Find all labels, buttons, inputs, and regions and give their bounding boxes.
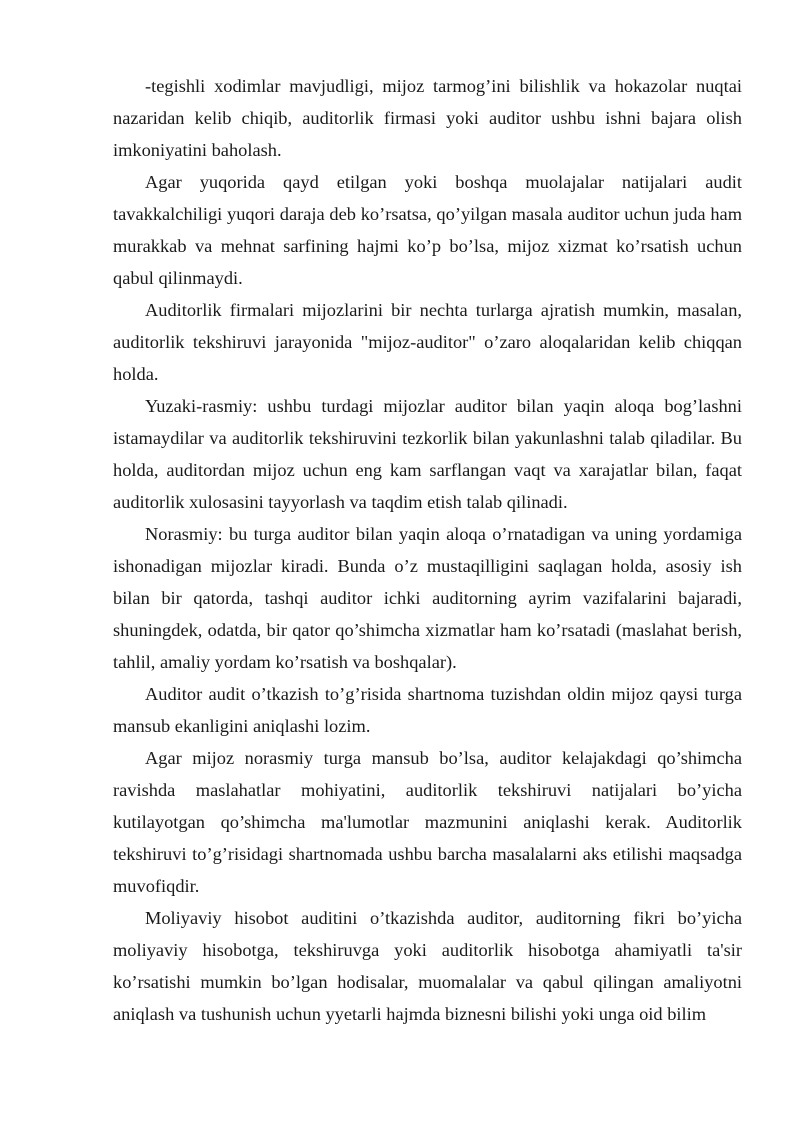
paragraph-5: Norasmiy: bu turga auditor bilan yaqin aloqa o’rnatadigan va uning yordamiga ishonadigan mijozlar kiradi. Bunda o’z mustaqilligini saqlagan holda, asosiy ish bilan bir qatorda, tashqi auditor ichki auditorning ayrim vazifalarini bajaradi, shuningdek, odatda, bir qator qo’shimcha xizmatlar ham ko’rsatadi (maslahat berish, tahlil, amaliy yordam ko’rsatish va boshqalar). <box>113 524 742 672</box>
paragraph-2: Agar yuqorida qayd etilgan yoki boshqa muolajalar natijalari audit tavakkalchiligi yuqori daraja deb ko’rsatsa, qo’yilgan masala auditor uchun juda ham murakkab va mehnat sarfining hajmi ko’p bo’lsa, mijoz xizmat ko’rsatish uchun qabul qilinmaydi. <box>113 172 742 288</box>
document-page <box>113 70 742 1030</box>
paragraph-3: Auditorlik firmalari mijozlarini bir nechta turlarga ajratish mumkin, masalan, auditorlik tekshiruvi jarayonida "mijoz-auditor" o’zaro aloqalaridan kelib chiqqan holda. <box>113 300 742 384</box>
paragraph-8: Moliyaviy hisobot auditini o’tkazishda auditor, auditorning fikri bo’yicha moliyaviy hisobotga, tekshiruvga yoki auditorlik hisobotga ahamiyatli ta'sir ko’rsatishi mumkin bo’lgan hodisalar, muomalalar va qabul qilingan amaliyotni aniqlash va tushunish uchun yyetarli hajmda biznesni bilishi yoki unga oid bilim <box>113 908 742 1024</box>
paragraph-1: -tegishli xodimlar mavjudligi, mijoz tarmog’ini bilishlik va hokazolar nuqtai nazaridan kelib chiqib, auditorlik firmasi yoki auditor ushbu ishni bajara olish imkoniyatini baholash. <box>113 76 742 160</box>
paragraph-4: Yuzaki-rasmiy: ushbu turdagi mijozlar auditor bilan yaqin aloqa bog’lashni istamaydilar va auditorlik tekshiruvini tezkorlik bilan yakunlashni talab qiladilar. Bu holda, auditordan mijoz uchun eng kam sarflangan vaqt va xarajatlar bilan, faqat auditorlik xulosasini tayyorlash va taqdim etish talab qilinadi. <box>113 396 742 512</box>
paragraph-7: Agar mijoz norasmiy turga mansub bo’lsa, auditor kelajakdagi qo’shimcha ravishda maslahatlar mohiyatini, auditorlik tekshiruvi natijalari bo’yicha kutilayotgan qo’shimcha ma'lumotlar mazmunini aniqlashi kerak. Auditorlik tekshiruvi to’g’risidagi shartnomada ushbu barcha masalalarni aks etilishi maqsadga muvofiqdir. <box>113 748 742 896</box>
paragraph-6: Auditor audit o’tkazish to’g’risida shartnoma tuzishdan oldin mijoz qaysi turga mansub ekanligini aniqlashi lozim. <box>113 684 742 736</box>
